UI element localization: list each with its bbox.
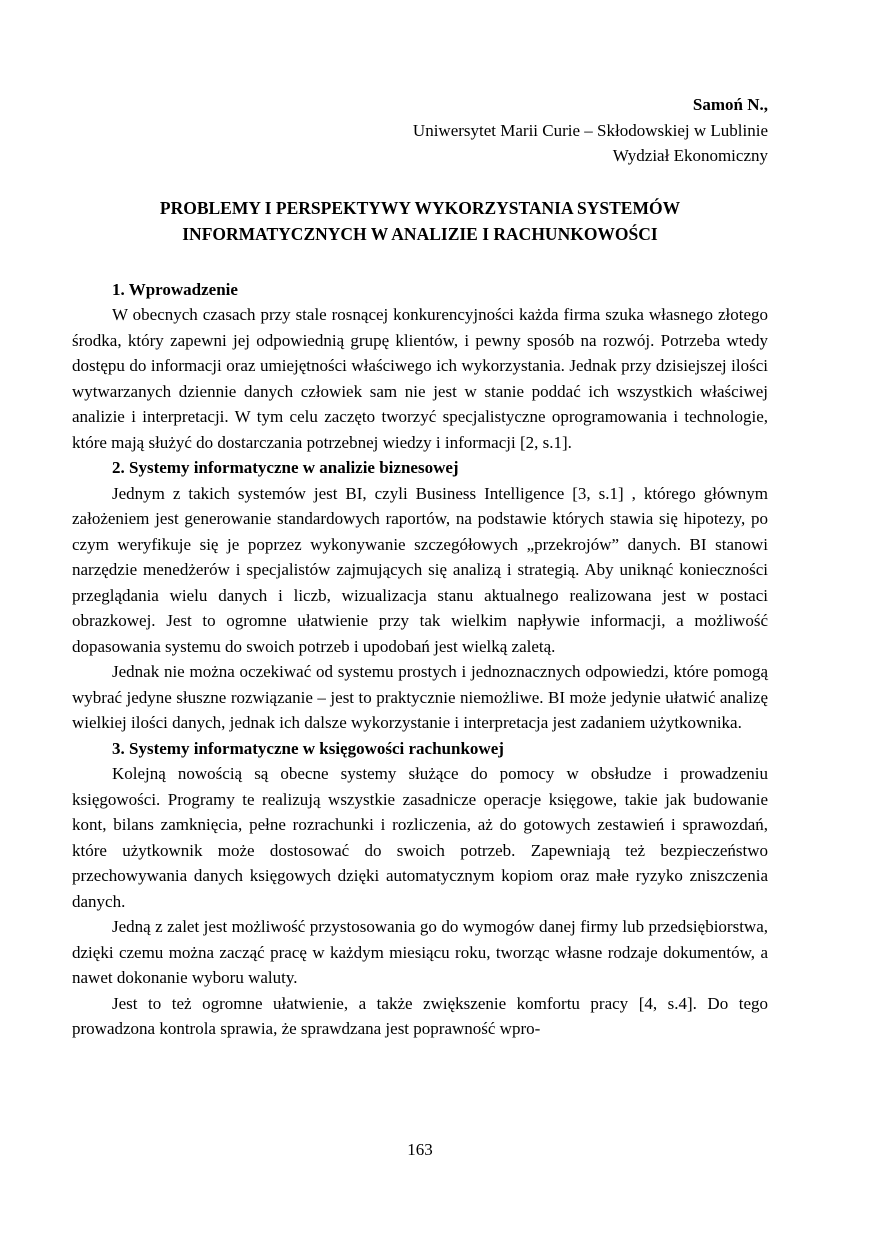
paragraph: Jednym z takich systemów jest BI, czyli Business Intelligence [3, s.1] , którego głównym założeniem jest generowanie standardowych raportów, na podstawie których stawia się hipotezy, po czym weryfikuje się je poprzez wykonywanie szczegółowych „przekrojów” danych. BI stanowi narzędzie menedżerów i specjalistów zajmujących się analizą i strategią. Aby uniknąć konieczności przeglądania wielu danych i liczb, wizualizacja stanu aktualnego realizowana jest w postaci obrazkowej. Jest to ogromne ułatwienie przy tak wielkim napływie informacji, a możliwość dopasowania systemu do swoich potrzeb i upodobań jest wielką zaletą.: [72, 483, 768, 656]
paragraph: Jedną z zalet jest możliwość przystosowania go do wymogów danej firmy lub przedsiębiorstwa, dzięki czemu można zacząć pracę w każdym miesiącu roku, tworząc własne rodzaje dokumentów, a nawet dokonanie wyboru waluty.: [72, 917, 768, 987]
affiliation-university: Uniwersytet Marii Curie – Skłodowskiej w Lublinie: [412, 120, 768, 140]
paragraph: Jednak nie można oczekiwać od systemu prostych i jednoznacznych odpowiedzi, które pomogą wybrać jedyne słuszne rozwiązanie – jest to praktycznie niemożliwe. BI może jedynie ułatwić analizę wielkiej ilości danych, jednak ich dalsze wykorzystanie i interpretacja jest zadaniem użytkownika.: [72, 662, 768, 732]
author-name: Samoń N.,: [692, 95, 768, 114]
paper-title: [72, 195, 768, 247]
paper-title-line-1: PROBLEMY I PERSPEKTYWY WYKORZYSTANIA SYSTEMÓW: [159, 197, 681, 218]
author-block: [72, 92, 768, 169]
affiliation-faculty: Wydział Ekonomiczny: [612, 146, 768, 165]
section-heading-2: 2. Systemy informatyczne w analizie biznesowej: [112, 458, 459, 477]
paper-body: [72, 277, 768, 1042]
section-heading-1: 1. Wprowadzenie: [112, 279, 238, 299]
paper-title-line-2: INFORMATYCZNYCH W ANALIZIE I RACHUNKOWOŚCI: [182, 223, 658, 244]
section-heading-3: 3. Systemy informatyczne w księgowości rachunkowej: [112, 738, 504, 758]
page-number: 163: [407, 1139, 433, 1159]
paragraph: W obecnych czasach przy stale rosnącej konkurencyjności każda firma szuka własnego złotego środka, który zapewni jej odpowiednią grupę klientów, i pewny sposób na rozwój. Potrzeba wtedy dostępu do informacji oraz umiejętności właściwego ich wykorzystania. Jednak przy dzisiejszej ilości wytwarzanych dziennie danych człowiek sam nie jest w stanie poddać ich wszystkich właściwej analizie i interpretacji. W tym celu zaczęto tworzyć specjalistyczne oprogramowania i technologie, które mają służyć do dostarczania potrzebnej wiedzy i informacji [2, s.1].: [72, 305, 768, 452]
paragraph: Jest to też ogromne ułatwienie, a także zwiększenie komfortu pracy [4, s.4]. Do tego prowadzona kontrola sprawia, że sprawdzana jest poprawność wpro-: [72, 993, 768, 1038]
paragraph: Kolejną nowością są obecne systemy służące do pomocy w obsłudze i prowadzeniu księgowości. Programy te realizują wszystkie zasadnicze operacje księgowe, takie jak budowanie kont, bilans zamknięcia, pełne rozrachunki i rozliczenia, aż do gotowych zestawień i sprawozdań, które użytkownik może dostosować do swoich potrzeb. Zapewniają też bezpieczeństwo przechowywania danych księgowych dzięki automatycznym kopiom oraz małe ryzyko zniszczenia danych.: [72, 764, 768, 911]
